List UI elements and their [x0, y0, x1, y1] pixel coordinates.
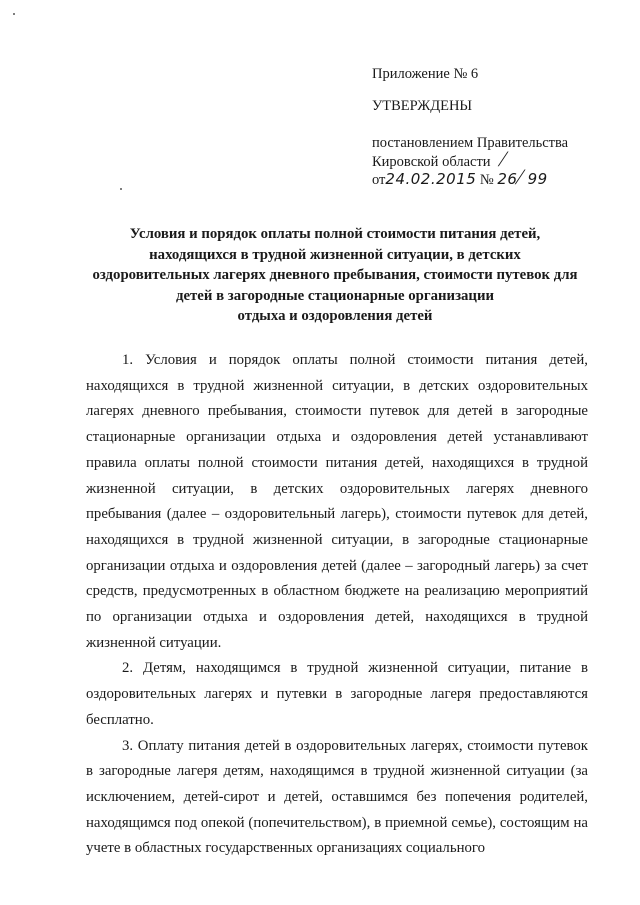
document-body	[86, 348, 588, 862]
title-line: детей в загородные стационарные организации	[175, 287, 494, 304]
region-name: Кировской области	[372, 154, 491, 170]
handwritten-number-a: 26	[497, 170, 518, 188]
handwritten-date: 24.02.2015	[385, 170, 477, 188]
appendix-label: Приложение № 6	[372, 66, 479, 82]
resolution-line-1: постановлением Правительства	[372, 135, 569, 151]
number-prefix: №	[479, 172, 494, 188]
paragraph-3: 3. Оплату питания детей в оздоровительных лагерях, стоимости путевок в загородные лагеря детям, находящимся в трудной жизненной ситуации (за исключением, детей-сирот и детей, оставшимся без попечения родителей, находящимся под опекой (попечительством), в приемной семье), состоящим на учете в областных государственных организациях социального	[86, 737, 588, 857]
approved-label: УТВЕРЖДЕНЫ	[372, 98, 473, 114]
handwritten-slash: /	[513, 164, 528, 189]
paragraph-1: 1. Условия и порядок оплаты полной стоимости питания детей, находящихся в трудной жизненной ситуации, в детских оздоровительных лагерях дневного пребывания, стоимости путевок для детей в загородные стационарные организации отдыха и оздоровления детей устанавливают правила оплаты полной стоимости питания детей, находящихся в трудной жизненной ситуации, в детских оздоровительных лагерях дневного пребывания (далее – оздоровительный лагерь), стоимости путевок для детей, находящихся в трудной жизненной ситуации, в загородные стационарные организации отдыха и оздоровления детей (далее – загородный лагерь) за счет средств, предусмотренных в областном бюджете на реализацию мероприятий по организации отдыха и оздоровления детей, находящихся в трудной жизненной ситуации.	[86, 352, 588, 651]
handwritten-slash: /	[496, 146, 511, 171]
document-title	[80, 224, 590, 327]
handwritten-number-b: 99	[527, 170, 548, 188]
title-line: находящихся в трудной жизненной ситуации, в детских	[149, 246, 521, 263]
title-line: Условия и порядок оплаты полной стоимости питания детей,	[129, 226, 541, 242]
title-line: отдыха и оздоровления детей	[237, 308, 433, 324]
scan-speck	[120, 188, 122, 190]
resolution-line-2	[372, 146, 511, 171]
scan-speck	[13, 13, 15, 15]
title-line: оздоровительных лагерях дневного пребывания, стоимости путевок для	[92, 267, 578, 283]
date-prefix: от	[372, 172, 386, 188]
paragraph-2: 2. Детям, находящимся в трудной жизненной ситуации, питание в оздоровительных лагерях и путевки в загородные лагеря предоставляются бесплатно.	[86, 660, 588, 728]
date-number-line	[372, 164, 548, 189]
